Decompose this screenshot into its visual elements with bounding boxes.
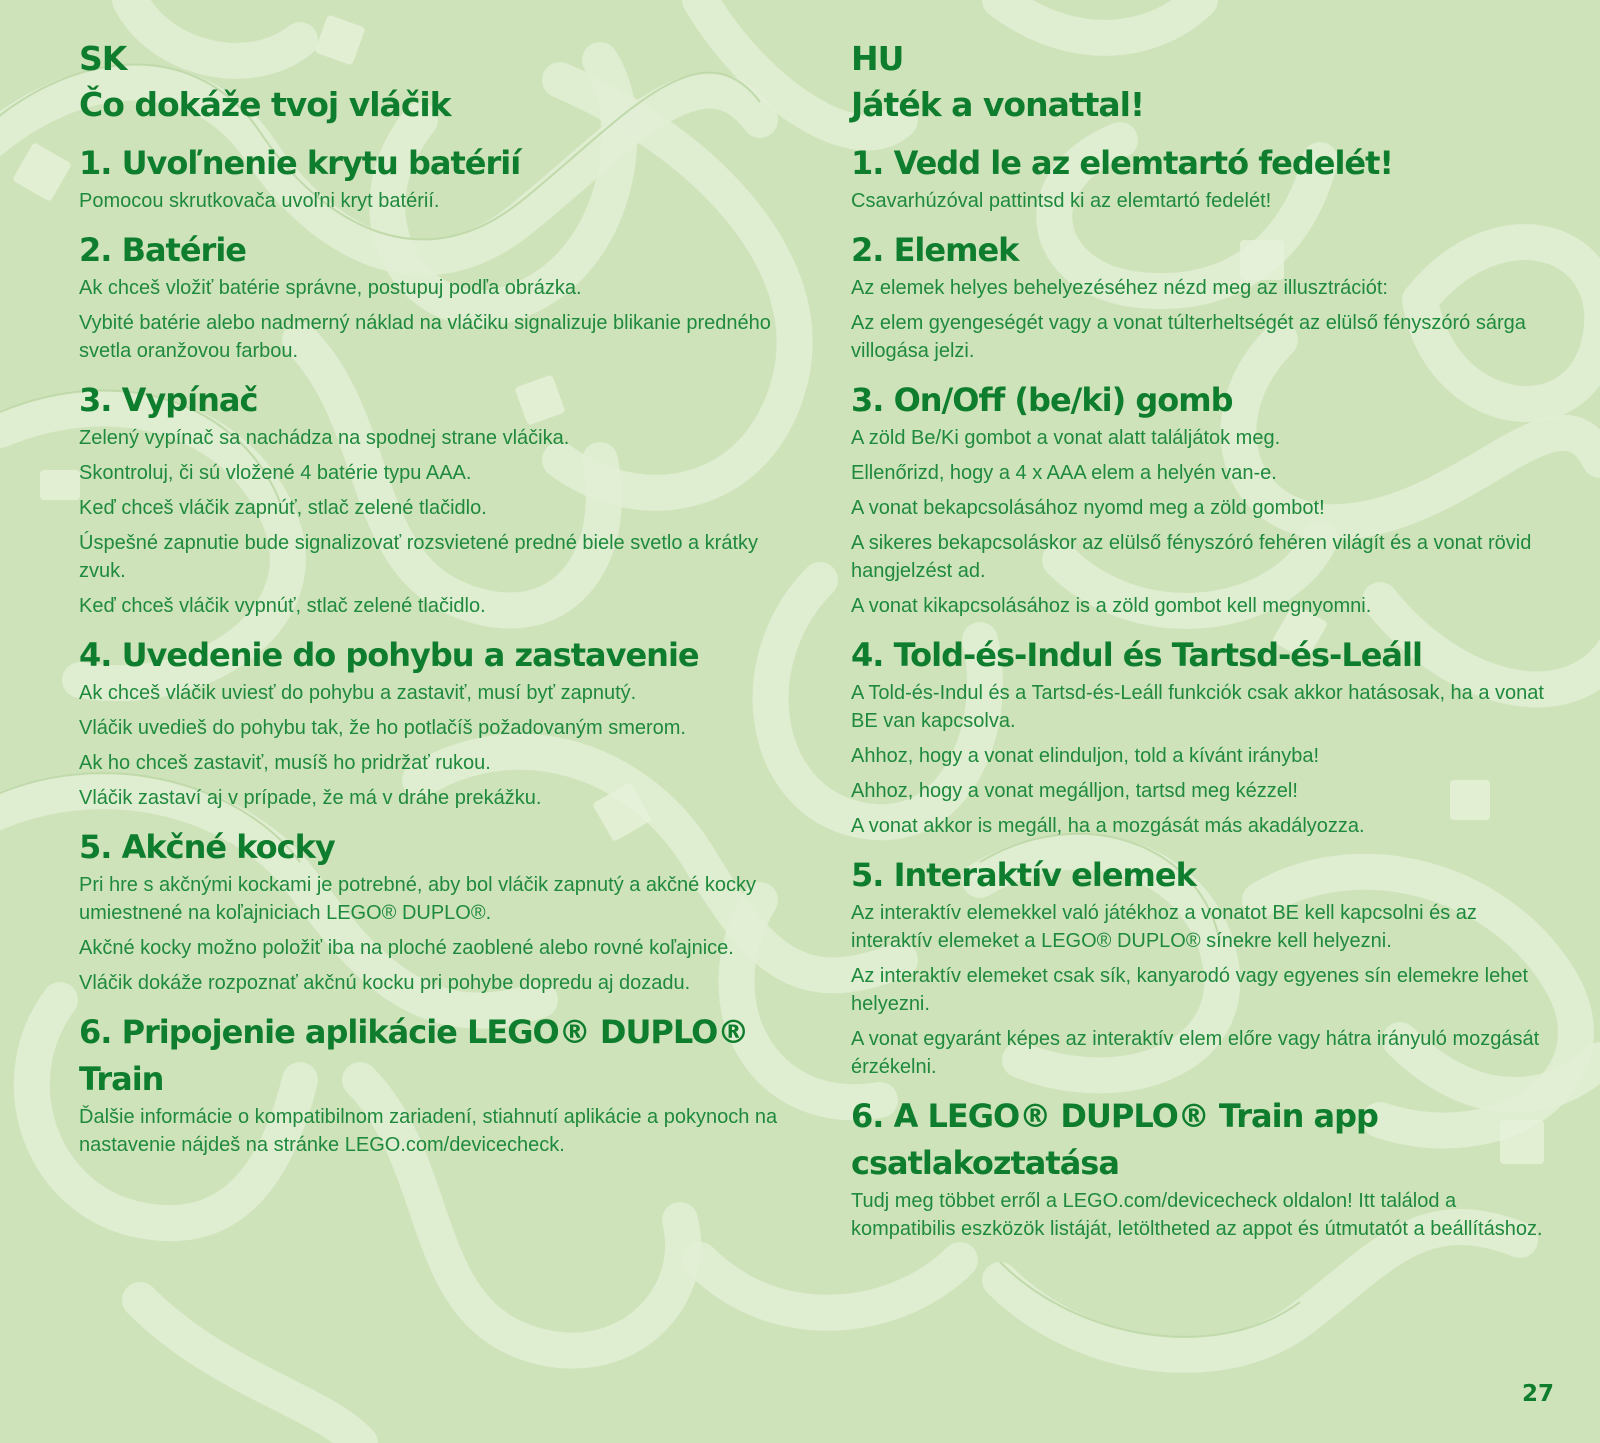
paragraph: Tudj meg többet erről a LEGO.com/devicecheck oldalon! Itt találod a kompatibilis eszközök listáját, letöltheted az appot és útmutatót a beállításhoz. [851,1190,1543,1240]
section-switch [79,377,809,620]
paragraph: Ak ho chceš zastaviť, musíš ho pridržať rukou. [79,752,491,774]
slovak-column [79,36,809,1166]
paragraph: Az elemek helyes behelyezéséhez nézd meg az illusztrációt: [851,277,1388,299]
section-heading: 4. Told-és-Indul és Tartsd-és-Leáll [851,636,1422,674]
paragraph: Ahhoz, hogy a vonat elinduljon, told a kívánt irányba! [851,745,1320,767]
paragraph: Ellenőrizd, hogy a 4 x AAA elem a helyén van-e. [851,462,1277,484]
section-batteries [79,227,809,365]
section-action-bricks [79,824,809,997]
section-heading: 2. Batérie [79,231,246,269]
paragraph: Skontroluj, či sú vložené 4 batérie typu AAA. [79,462,472,484]
section-battery-cover [79,140,809,215]
paragraph: Úspešné zapnutie bude signalizovať rozsvietené predné biele svetlo a krátky zvuk. [79,532,759,582]
paragraph: A vonat bekapcsolásához nyomd meg a zöld gombot! [851,497,1325,519]
language-code: SK [79,39,127,78]
page-title: Játék a vonattal! [851,85,1145,124]
section-switch [851,377,1551,620]
paragraph: Vláčik dokáže rozpoznať akčnú kocku pri pohybe dopredu aj dozadu. [79,972,691,994]
section-app [79,1009,809,1159]
paragraph: Ak chceš vláčik uviesť do pohybu a zastaviť, musí byť zapnutý. [79,682,637,704]
paragraph: Zelený vypínač sa nachádza na spodnej strane vláčika. [79,427,570,449]
section-heading: 3. On/Off (be/ki) gomb [851,381,1233,419]
section-batteries [851,227,1551,365]
section-action-bricks [851,852,1551,1081]
paragraph: Az interaktív elemeket csak sík, kanyarodó vagy egyenes sín elemekre lehet helyezni. [851,965,1529,1015]
page-number: 27 [1521,1381,1554,1407]
section-motion [79,632,809,812]
paragraph: Keď chceš vláčik vypnúť, stlač zelené tlačidlo. [79,595,486,617]
paragraph: Csavarhúzóval pattintsd ki az elemtartó fedelét! [851,190,1272,212]
paragraph: Az interaktív elemekkel való játékhoz a vonatot BE kell kapcsolni és az interaktív elemeket a LEGO® DUPLO® sínekre kell helyezni. [851,902,1477,952]
section-battery-cover [851,140,1551,215]
section-heading: 5. Interaktív elemek [851,856,1196,894]
section-heading: 6. A LEGO® DUPLO® Train app csatlakoztatása [851,1097,1378,1182]
section-heading: 4. Uvedenie do pohybu a zastavenie [79,636,699,674]
paragraph: Vláčik uvedieš do pohybu tak, že ho potlačíš požadovaným smerom. [79,717,686,739]
paragraph: A vonat egyaránt képes az interaktív elem előre vagy hátra irányuló mozgását érzékelni. [851,1028,1540,1078]
paragraph: A vonat akkor is megáll, ha a mozgását más akadályozza. [851,815,1365,837]
paragraph: Vláčik zastaví aj v prípade, že má v dráhe prekážku. [79,787,542,809]
paragraph: A zöld Be/Ki gombot a vonat alatt találjátok meg. [851,427,1281,449]
paragraph: Pri hre s akčnými kockami je potrebné, aby bol vláčik zapnutý a akčné kocky umiestnené na koľajniciach LEGO® DUPLO®. [79,874,756,924]
paragraph: Keď chceš vláčik zapnúť, stlač zelené tlačidlo. [79,497,487,519]
section-heading: 1. Uvoľnenie krytu batérií [79,144,521,182]
paragraph: Pomocou skrutkovača uvoľni kryt batérií. [79,190,440,212]
paragraph: Ďalšie informácie o kompatibilnom zariadení, stiahnutí aplikácie a pokynoch na nastavenie nájdeš na stránke LEGO.com/devicecheck. [79,1106,778,1156]
language-code: HU [851,39,904,78]
section-heading: 5. Akčné kocky [79,828,335,866]
section-motion [851,632,1551,840]
hungarian-column [851,36,1551,1250]
section-heading: 2. Elemek [851,231,1019,269]
section-heading: 1. Vedd le az elemtartó fedelét! [851,144,1394,182]
page-title: Čo dokáže tvoj vláčik [79,85,451,124]
paragraph: A sikeres bekapcsoláskor az elülső fényszóró fehéren világít és a vonat rövid hangjelzést ad. [851,532,1532,582]
paragraph: Akčné kocky možno položiť iba na ploché zaoblené alebo rovné koľajnice. [79,937,734,959]
paragraph: Ahhoz, hogy a vonat megálljon, tartsd meg kézzel! [851,780,1298,802]
paragraph: A Told-és-Indul és a Tartsd-és-Leáll funkciók csak akkor hatásosak, ha a vonat BE van kapcsolva. [851,682,1544,732]
section-heading: 3. Vypínač [79,381,258,419]
paragraph: Ak chceš vložiť batérie správne, postupuj podľa obrázka. [79,277,582,299]
section-app [851,1093,1551,1243]
paragraph: Az elem gyengeségét vagy a vonat túlterheltségét az elülső fényszóró sárga villogása jelzi. [851,312,1526,362]
paragraph: Vybité batérie alebo nadmerný náklad na vláčiku signalizuje blikanie predného svetla oranžovou farbou. [79,312,771,362]
section-heading: 6. Pripojenie aplikácie LEGO® DUPLO® Train [79,1013,749,1098]
paragraph: A vonat kikapcsolásához is a zöld gombot kell megnyomni. [851,595,1372,617]
